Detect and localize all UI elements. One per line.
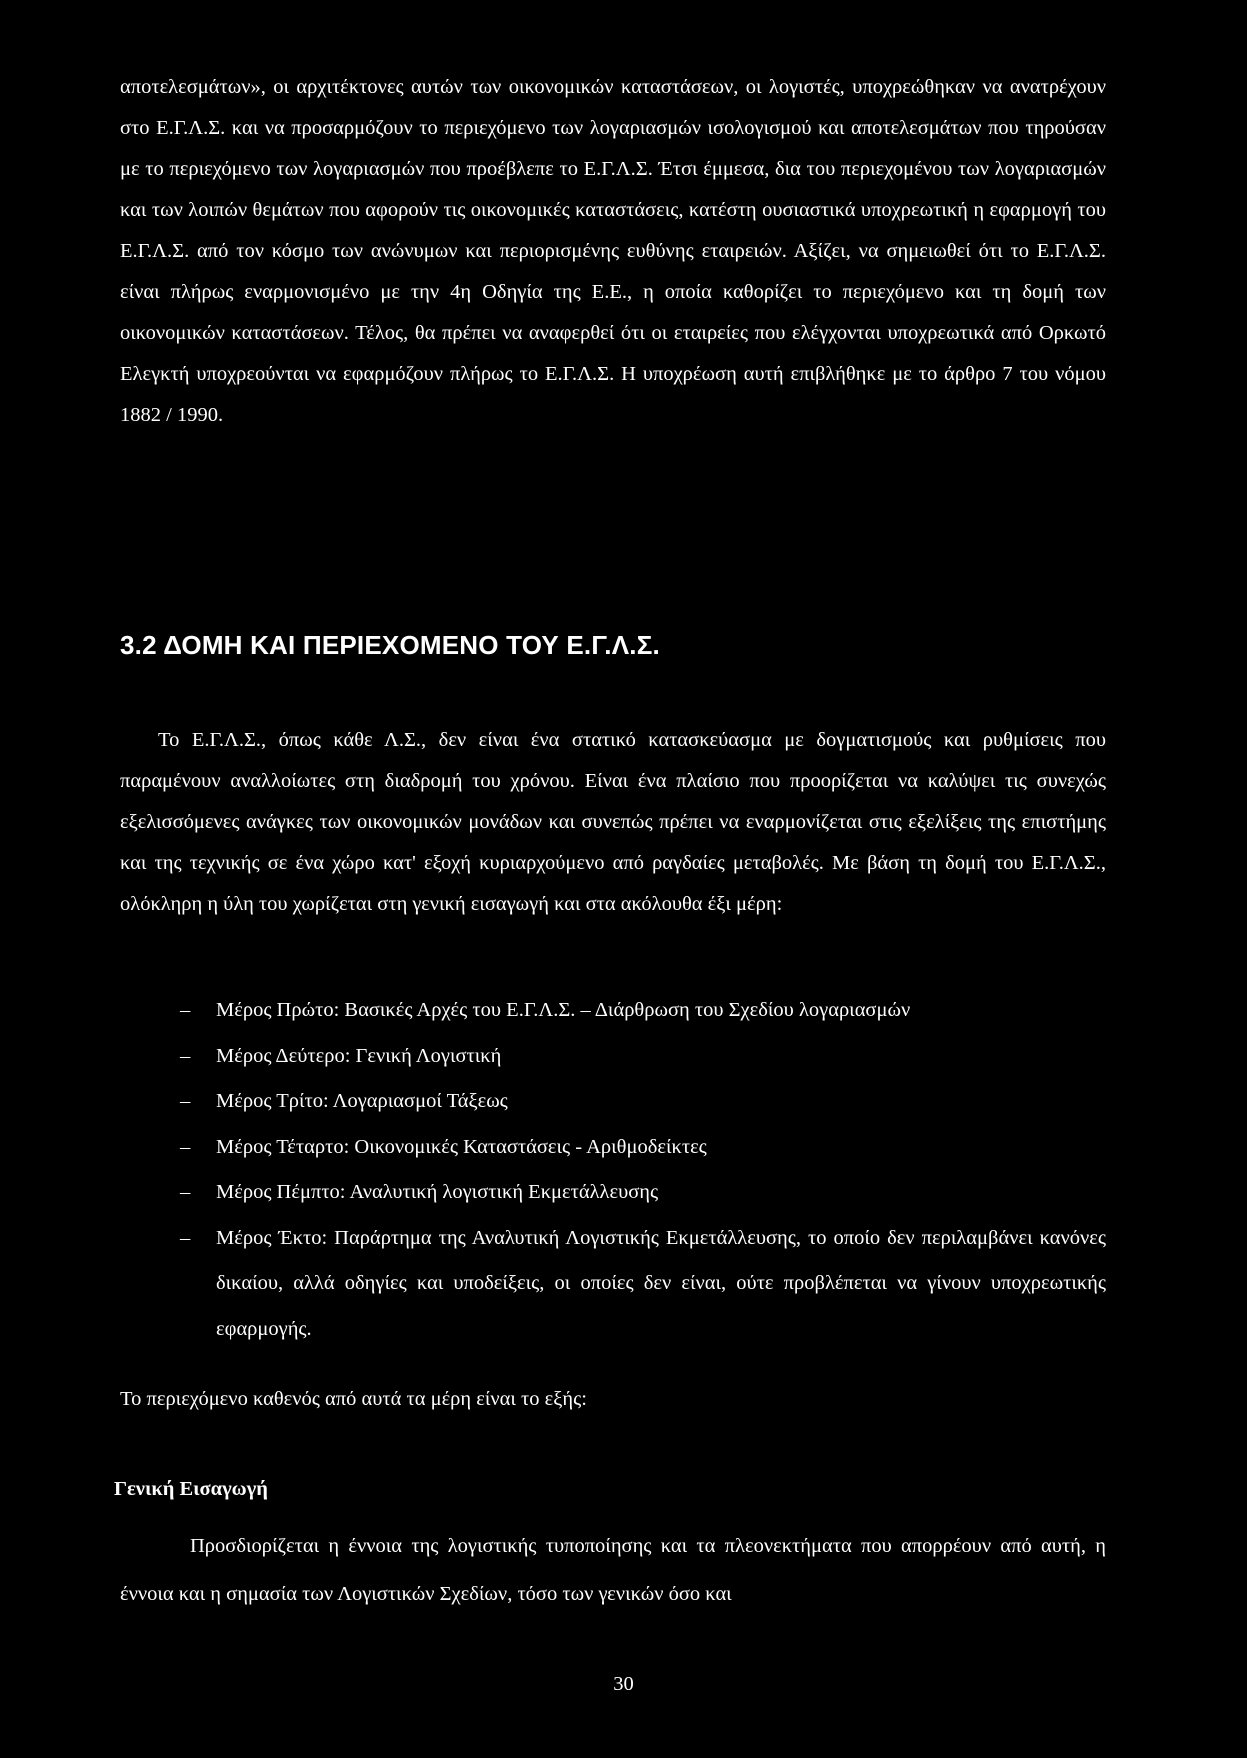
paragraph-2: Το Ε.Γ.Λ.Σ., όπως κάθε Λ.Σ., δεν είναι ένα στατικό κατασκεύασμα με δογματισμούς και ρυθμίσεις που παραμένουν αναλλοίωτες στη διαδρομή του χρόνου. Είναι ένα πλαίσιο που προορίζεται να καλύψει τις συνεχώς εξελισσόμενες ανάγκες των οικονομικών μονάδων και συνεπώς πρέπει να εναρμονίζεται στις εξελίξεις της επιστήμης και της τεχνικής σε ένα χώρο κατ' εξοχή κυριαρχούμενο από ραγδαίες μεταβολές. Με βάση τη δομή του Ε.Γ.Λ.Σ., ολόκληρη η ύλη του χωρίζεται στη γενική εισαγωγή και στα ακόλουθα έξι μέρη:: [120, 729, 1106, 915]
list-item: [180, 1034, 1106, 1080]
paragraph-1: αποτελεσμάτων», οι αρχιτέκτονες αυτών των οικονομικών καταστάσεων, οι λογιστές, υποχρεώθηκαν να ανατρέχουν στο Ε.Γ.Λ.Σ. και να προσαρμόζουν το περιεχόμενο των λογαριασμών ισολογισμού και αποτελεσμάτων που τηρούσαν με το περιεχόμενο των λογαριασμών που προέβλεπε το Ε.Γ.Λ.Σ. Έτσι έμμεσα, δια του περιεχομένου των λογαριασμών και των λοιπών θεμάτων που αφορούν τις οικονομικές καταστάσεις, κατέστη ουσιαστικά υποχρεωτική η εφαρμογή του Ε.Γ.Λ.Σ. από τον κόσμο των ανώνυμων και περιορισμένης ευθύνης εταιρειών. Αξίζει, να σημειωθεί ότι το Ε.Γ.Λ.Σ. είναι πλήρως εναρμονισμένο με την 4η Οδηγία της Ε.Ε., η οποία καθορίζει το περιεχόμενο και τη δομή των οικονομικών καταστάσεων. Τέλος, θα πρέπει να αναφερθεί ότι οι εταιρείες που ελέγχονται υποχρεωτικά από Ορκωτό Ελεγκτή υποχρεούνται να εφαρμόζουν πλήρως το Ε.Γ.Λ.Σ. Η υποχρέωση αυτή επιβλήθηκε με το άρθρο 7 του νόμου 1882 / 1990.: [120, 76, 1106, 426]
list-item: [180, 1170, 1106, 1216]
list-item: [180, 1079, 1106, 1125]
list-item-text: Μέρος Έκτο: Παράρτημα της Αναλυτική Λογιστικής Εκμετάλλευσης, το οποίο δεν περιλαμβάνει κανόνες δικαίου, αλλά οδηγίες και υποδείξεις, οι οποίες δεν είναι, ούτε προβλέπεται να γίνουν υποχρεωτικής εφαρμογής.: [216, 1226, 1106, 1340]
list-item-text: Μέρος Τρίτο: Λογαριασμοί Τάξεως: [216, 1090, 508, 1112]
list-dash: –: [180, 1181, 191, 1203]
subheading-general-introduction: Γενική Εισαγωγή: [114, 1478, 268, 1500]
list-dash: –: [180, 999, 191, 1021]
list-item: [180, 1125, 1106, 1171]
list-dash: –: [180, 1044, 191, 1067]
parts-list: [180, 988, 1106, 1352]
list-item-text: Μέρος Δεύτερο: Γενική Λογιστική: [216, 1044, 502, 1067]
list-dash: –: [180, 1090, 191, 1112]
list-item: [180, 1216, 1106, 1353]
list-item-text: Μέρος Πρώτο: Βασικές Αρχές του Ε.Γ.Λ.Σ. – Διάρθρωση του Σχεδίου λογαριασμών: [216, 999, 911, 1021]
section-heading: 3.2 ΔΟΜΗ ΚΑΙ ΠΕΡΙΕΧΟΜΕΝΟ ΤΟΥ Ε.Γ.Λ.Σ.: [120, 630, 660, 660]
list-dash: –: [180, 1226, 191, 1249]
page-number: 30: [613, 1673, 634, 1695]
list-item-text: Μέρος Τέταρτο: Οικονομικές Καταστάσεις - Αριθμοδείκτες: [216, 1135, 707, 1158]
list-item-text: Μέρος Πέμπτο: Αναλυτική λογιστική Εκμετάλλευσης: [216, 1181, 659, 1203]
list-item: [180, 988, 1106, 1034]
intro-line: Το περιεχόμενο καθενός από αυτά τα μέρη είναι το εξής:: [120, 1388, 587, 1410]
list-dash: –: [180, 1135, 191, 1158]
paragraph-3: Προσδιορίζεται η έννοια της λογιστικής τυποποίησης και τα πλεονεκτήματα που απορρέουν από αυτή, η έννοια και η σημασία των Λογιστικών Σχεδίων, τόσο των γενικών όσο και: [120, 1535, 1106, 1605]
